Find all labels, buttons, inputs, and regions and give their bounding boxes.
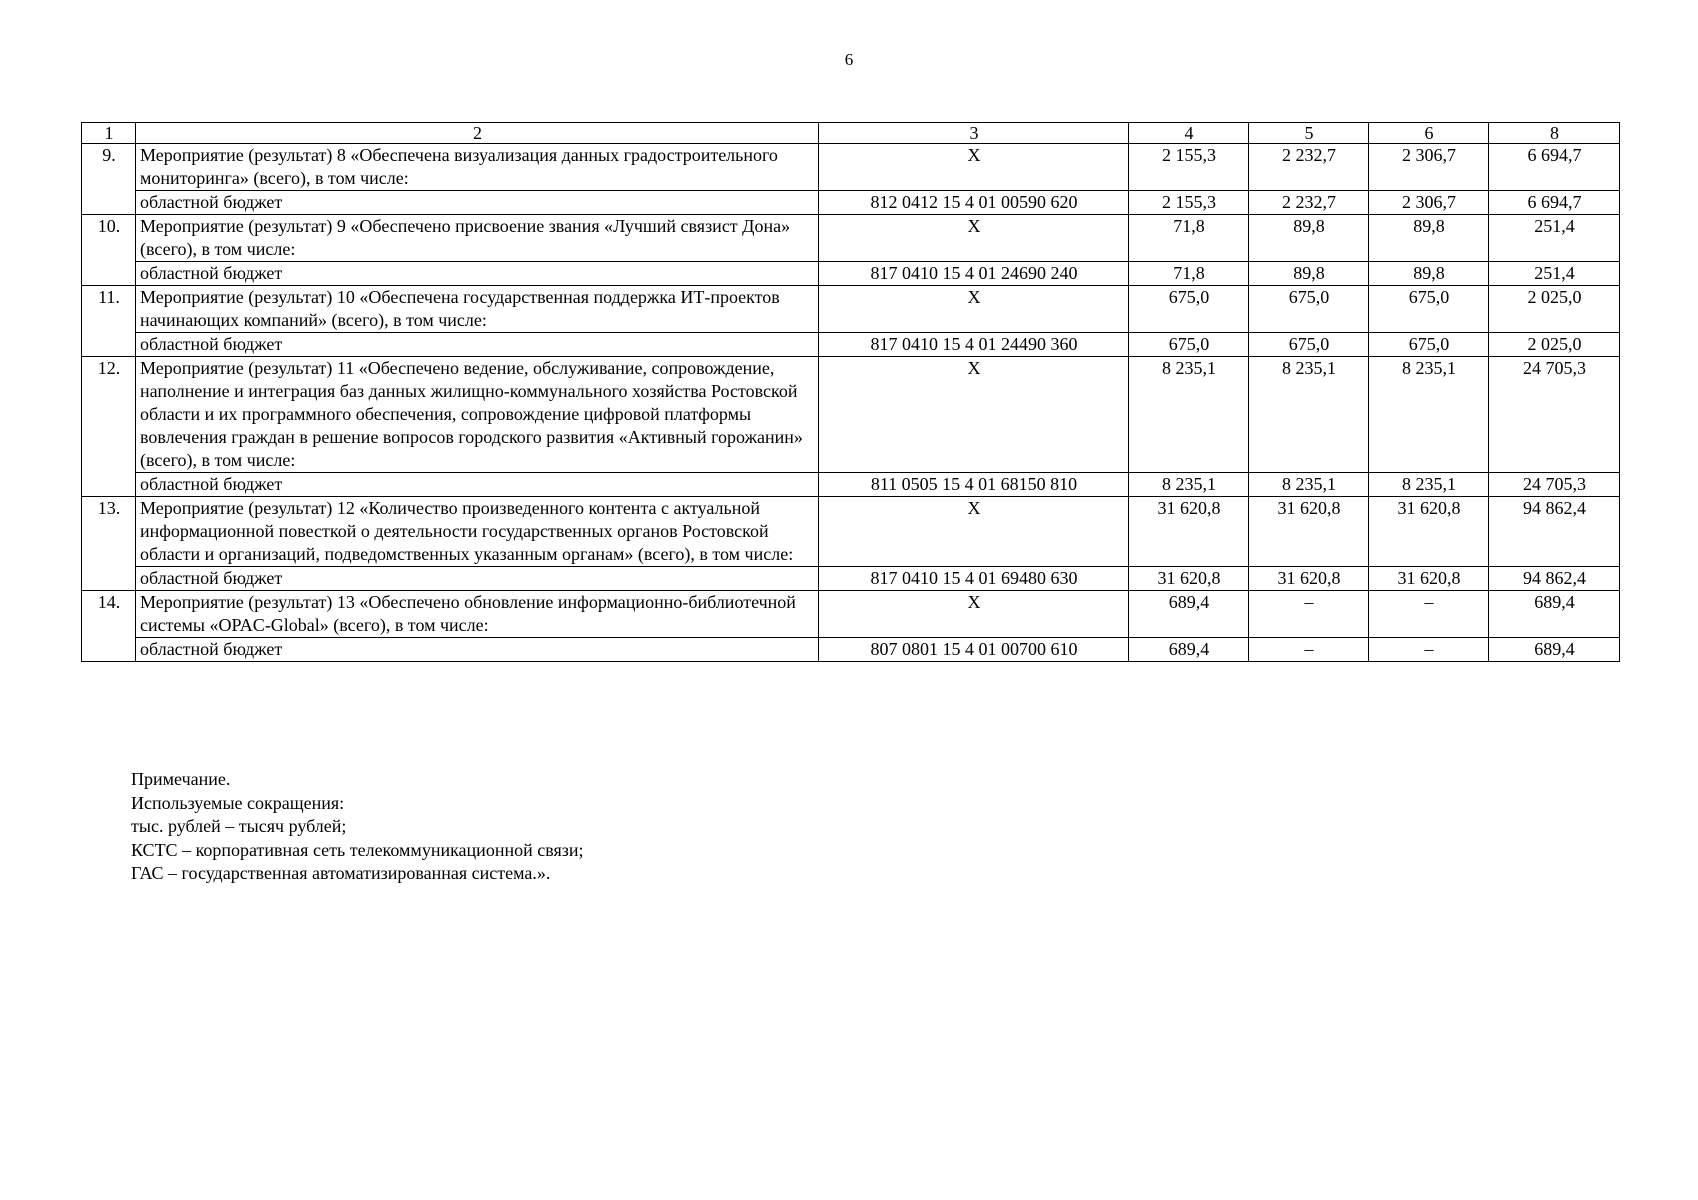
budget-code-cell: X <box>819 591 1129 638</box>
value-cell-col6: 31 620,8 <box>1369 497 1489 567</box>
note-line: ГАС – государственная автоматизированная система.». <box>131 863 551 883</box>
value-cell-col4: 8 235,1 <box>1129 473 1249 497</box>
value-cell-col5: 675,0 <box>1249 286 1369 333</box>
header-cell: 5 <box>1249 123 1369 144</box>
value-cell-col5: 31 620,8 <box>1249 497 1369 567</box>
value-cell-col4: 71,8 <box>1129 215 1249 262</box>
value-cell-col5: 675,0 <box>1249 333 1369 357</box>
value-cell-col5: – <box>1249 638 1369 662</box>
value-cell-col6: – <box>1369 638 1489 662</box>
budget-code-cell: 811 0505 15 4 01 68150 810 <box>819 473 1129 497</box>
event-description-cell: Мероприятие (результат) 13 «Обеспечено обновление информационно-библиотечной системы «OPAC-Global» (всего), в том числе: <box>136 591 819 638</box>
value-cell-col4: 2 155,3 <box>1129 191 1249 215</box>
table-subrow <box>82 333 1620 357</box>
value-cell-col4: 675,0 <box>1129 333 1249 357</box>
note-title: Примечание. <box>131 769 231 789</box>
row-number-cell: 12. <box>82 357 136 497</box>
value-cell-col8: 689,4 <box>1489 638 1620 662</box>
value-cell-col5: – <box>1249 591 1369 638</box>
event-description-cell: Мероприятие (результат) 12 «Количество произведенного контента с актуальной информационной повесткой о деятельности государственных органов Ростовской области и организаций, подведомственных указанным органам» (всего), в том числе: <box>136 497 819 567</box>
funding-source-cell: областной бюджет <box>136 567 819 591</box>
event-description-cell: Мероприятие (результат) 8 «Обеспечена визуализация данных градостроительного мониторинга» (всего), в том числе: <box>136 144 819 191</box>
value-cell-col6: 89,8 <box>1369 262 1489 286</box>
row-number-cell: 14. <box>82 591 136 662</box>
value-cell-col5: 89,8 <box>1249 262 1369 286</box>
value-cell-col6: 8 235,1 <box>1369 357 1489 473</box>
value-cell-col8: 24 705,3 <box>1489 473 1620 497</box>
value-cell-col8: 2 025,0 <box>1489 333 1620 357</box>
budget-code-cell: 817 0410 15 4 01 24690 240 <box>819 262 1129 286</box>
value-cell-col5: 89,8 <box>1249 215 1369 262</box>
value-cell-col4: 71,8 <box>1129 262 1249 286</box>
header-cell: 8 <box>1489 123 1620 144</box>
value-cell-col4: 689,4 <box>1129 638 1249 662</box>
value-cell-col4: 31 620,8 <box>1129 497 1249 567</box>
row-number-cell: 11. <box>82 286 136 357</box>
budget-code-cell: 812 0412 15 4 01 00590 620 <box>819 191 1129 215</box>
funding-source-cell: областной бюджет <box>136 333 819 357</box>
value-cell-col6: 675,0 <box>1369 333 1489 357</box>
value-cell-col6: 31 620,8 <box>1369 567 1489 591</box>
header-cell: 2 <box>136 123 819 144</box>
header-cell: 3 <box>819 123 1129 144</box>
funding-source-cell: областной бюджет <box>136 473 819 497</box>
event-description-cell: Мероприятие (результат) 9 «Обеспечено присвоение звания «Лучший связист Дона» (всего), в том числе: <box>136 215 819 262</box>
value-cell-col6: 675,0 <box>1369 286 1489 333</box>
row-number-cell: 13. <box>82 497 136 591</box>
value-cell-col8: 6 694,7 <box>1489 191 1620 215</box>
row-number-cell: 9. <box>82 144 136 215</box>
funding-source-cell: областной бюджет <box>136 191 819 215</box>
budget-code-cell: 817 0410 15 4 01 24490 360 <box>819 333 1129 357</box>
page-number: 6 <box>844 50 854 69</box>
table-row <box>82 144 1620 191</box>
event-description-cell: Мероприятие (результат) 11 «Обеспечено ведение, обслуживание, сопровождение, наполнение и интеграция баз данных жилищно-коммунального хозяйства Ростовской области и их программного обеспечения, сопровождение цифровой платформы вовлечения граждан в решение вопросов городского развития «Активный горожанин» (всего), в том числе: <box>136 357 819 473</box>
table-subrow <box>82 262 1620 286</box>
table-row <box>82 286 1620 333</box>
budget-table <box>81 122 1620 662</box>
budget-code-cell: X <box>819 286 1129 333</box>
value-cell-col8: 2 025,0 <box>1489 286 1620 333</box>
row-number-cell: 10. <box>82 215 136 286</box>
budget-code-cell: X <box>819 215 1129 262</box>
budget-code-cell: X <box>819 144 1129 191</box>
value-cell-col6: – <box>1369 591 1489 638</box>
value-cell-col5: 2 232,7 <box>1249 144 1369 191</box>
value-cell-col5: 2 232,7 <box>1249 191 1369 215</box>
budget-code-cell: X <box>819 497 1129 567</box>
value-cell-col8: 251,4 <box>1489 262 1620 286</box>
header-cell: 4 <box>1129 123 1249 144</box>
note-line: Используемые сокращения: <box>131 792 345 813</box>
value-cell-col8: 6 694,7 <box>1489 144 1620 191</box>
value-cell-col4: 8 235,1 <box>1129 357 1249 473</box>
value-cell-col6: 2 306,7 <box>1369 144 1489 191</box>
value-cell-col4: 2 155,3 <box>1129 144 1249 191</box>
value-cell-col8: 94 862,4 <box>1489 567 1620 591</box>
value-cell-col5: 8 235,1 <box>1249 473 1369 497</box>
table-subrow <box>82 638 1620 662</box>
value-cell-col8: 689,4 <box>1489 591 1620 638</box>
note-line: тыс. рублей – тысяч рублей; <box>131 816 347 836</box>
value-cell-col6: 8 235,1 <box>1369 473 1489 497</box>
value-cell-col6: 89,8 <box>1369 215 1489 262</box>
table-row <box>82 357 1620 473</box>
value-cell-col8: 251,4 <box>1489 215 1620 262</box>
header-cell: 1 <box>82 123 136 144</box>
table-row <box>82 215 1620 262</box>
value-cell-col8: 24 705,3 <box>1489 357 1620 473</box>
value-cell-col5: 8 235,1 <box>1249 357 1369 473</box>
budget-code-cell: X <box>819 357 1129 473</box>
value-cell-col8: 94 862,4 <box>1489 497 1620 567</box>
table-row <box>82 497 1620 567</box>
note-line: КСТС – корпоративная сеть телекоммуникационной связи; <box>131 839 584 860</box>
table-row <box>82 591 1620 638</box>
table-subrow <box>82 191 1620 215</box>
header-cell: 6 <box>1369 123 1489 144</box>
funding-source-cell: областной бюджет <box>136 638 819 662</box>
table-header-row <box>82 123 1620 144</box>
value-cell-col4: 675,0 <box>1129 286 1249 333</box>
event-description-cell: Мероприятие (результат) 10 «Обеспечена государственная поддержка ИТ-проектов начинающих компаний» (всего), в том числе: <box>136 286 819 333</box>
value-cell-col6: 2 306,7 <box>1369 191 1489 215</box>
table-subrow <box>82 567 1620 591</box>
funding-source-cell: областной бюджет <box>136 262 819 286</box>
value-cell-col5: 31 620,8 <box>1249 567 1369 591</box>
note-block <box>131 768 584 886</box>
budget-code-cell: 817 0410 15 4 01 69480 630 <box>819 567 1129 591</box>
value-cell-col4: 31 620,8 <box>1129 567 1249 591</box>
table-subrow <box>82 473 1620 497</box>
value-cell-col4: 689,4 <box>1129 591 1249 638</box>
budget-code-cell: 807 0801 15 4 01 00700 610 <box>819 638 1129 662</box>
